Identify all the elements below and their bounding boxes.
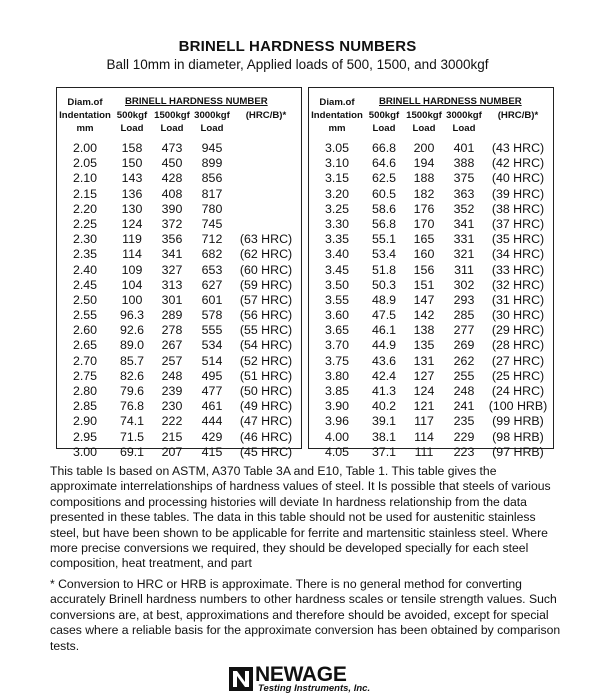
cell-hrc: (28 HRC) xyxy=(491,338,545,353)
cell-load-500: 44.9 xyxy=(371,338,397,353)
cell-load-1500: 390 xyxy=(161,201,183,216)
cell-load-3000: 241 xyxy=(453,399,475,414)
cell-load-3000: 899 xyxy=(201,156,223,171)
cell-load-1500: 114 xyxy=(414,429,434,444)
cell-load-1500: 257 xyxy=(161,353,183,368)
cell-load-1500: 239 xyxy=(161,384,183,398)
header-load-3000-line2: Load xyxy=(200,123,224,134)
cell-diameter: 3.05 xyxy=(324,141,350,155)
table-row xyxy=(57,141,301,156)
header-load-1500-line1: 1500kgf xyxy=(154,110,190,121)
cell-load-3000: 653 xyxy=(201,262,223,277)
table-row xyxy=(309,308,553,323)
header-diameter-line1: Diam.of xyxy=(319,97,355,108)
cell-load-500: 40.2 xyxy=(371,399,397,414)
table-row xyxy=(57,247,301,262)
cell-load-500: 136 xyxy=(121,186,143,201)
cell-hrc: (34 HRC) xyxy=(491,247,545,262)
cell-diameter: 3.45 xyxy=(324,262,350,277)
cell-load-1500: 176 xyxy=(413,201,435,216)
company-logo xyxy=(228,664,388,694)
cell-load-3000: 477 xyxy=(201,384,223,398)
cell-load-1500: 313 xyxy=(161,277,183,292)
table-row xyxy=(57,445,301,460)
cell-hrc: (56 HRC) xyxy=(239,308,293,323)
header-load-1500-line1: 1500kgf xyxy=(406,110,442,121)
cell-load-3000: 255 xyxy=(453,368,475,383)
table-row xyxy=(309,430,553,445)
table-row xyxy=(57,338,301,353)
cell-load-500: 79.6 xyxy=(119,384,145,398)
cell-hrc: (59 HRC) xyxy=(239,277,293,292)
cell-load-3000: 817 xyxy=(201,186,223,201)
cell-load-3000: 601 xyxy=(201,292,223,307)
header-diameter xyxy=(59,96,111,135)
cell-hrc: (40 HRC) xyxy=(491,171,545,186)
cell-diameter: 3.20 xyxy=(324,186,350,201)
cell-diameter: 2.40 xyxy=(72,262,98,277)
logo-name: NEWAGE xyxy=(255,663,347,686)
cell-load-1500: 194 xyxy=(413,156,435,171)
header-group-label: BRINELL HARDNESS NUMBER xyxy=(125,96,268,107)
cell-diameter: 3.15 xyxy=(324,171,350,186)
header-load-3000-line2: Load xyxy=(452,123,476,134)
cell-diameter: 3.60 xyxy=(324,308,350,323)
cell-load-3000: 444 xyxy=(201,414,223,429)
header-load-500 xyxy=(363,109,405,135)
table-row xyxy=(57,156,301,171)
cell-diameter: 2.15 xyxy=(72,186,98,201)
cell-diameter: 2.65 xyxy=(72,338,98,353)
cell-diameter: 3.35 xyxy=(324,232,350,247)
cell-load-3000: 302 xyxy=(453,277,475,292)
cell-load-500: 114 xyxy=(122,247,142,262)
cell-load-500: 60.5 xyxy=(371,186,397,201)
table-row xyxy=(57,354,301,369)
header-load-3000 xyxy=(443,109,485,135)
cell-load-3000: 514 xyxy=(201,353,223,368)
cell-diameter: 3.10 xyxy=(324,156,350,171)
cell-hrc: (46 HRC) xyxy=(239,429,293,444)
cell-hrc: (51 HRC) xyxy=(239,368,293,383)
cell-load-500: 55.1 xyxy=(371,232,397,247)
cell-load-3000: 682 xyxy=(201,247,223,262)
cell-load-1500: 408 xyxy=(161,186,183,201)
header-load-3000 xyxy=(191,109,233,135)
table-row xyxy=(309,171,553,186)
cell-load-500: 58.6 xyxy=(371,201,397,216)
cell-diameter: 2.20 xyxy=(72,201,98,216)
cell-load-3000: 277 xyxy=(453,323,475,338)
cell-load-3000: 375 xyxy=(453,171,475,186)
cell-load-500: 89.0 xyxy=(119,338,145,353)
cell-diameter: 3.00 xyxy=(72,444,98,459)
header-group-label: BRINELL HARDNESS NUMBER xyxy=(379,96,522,107)
cell-hrc: (97 HRB) xyxy=(492,444,544,459)
cell-load-500: 66.8 xyxy=(371,141,397,155)
cell-load-3000: 429 xyxy=(201,429,223,444)
cell-load-3000: 780 xyxy=(201,201,223,216)
cell-load-1500: 117 xyxy=(414,414,434,429)
cell-load-3000: 352 xyxy=(453,201,475,216)
cell-load-3000: 745 xyxy=(201,216,223,231)
table-row xyxy=(57,187,301,202)
cell-load-500: 76.8 xyxy=(119,399,145,414)
cell-hrc: (47 HRC) xyxy=(239,414,293,429)
cell-diameter: 2.05 xyxy=(72,156,98,171)
cell-load-1500: 165 xyxy=(413,232,435,247)
header-diameter-line3: mm xyxy=(76,123,94,134)
cell-diameter: 3.25 xyxy=(324,201,350,216)
cell-load-1500: 301 xyxy=(161,292,183,307)
cell-load-3000: 388 xyxy=(453,156,475,171)
hardness-table-left xyxy=(56,87,302,459)
cell-hrc: (52 HRC) xyxy=(239,353,293,368)
cell-load-500: 104 xyxy=(121,277,143,292)
cell-hrc: (39 HRC) xyxy=(491,186,545,201)
cell-diameter: 2.10 xyxy=(72,171,98,186)
table-row xyxy=(309,354,553,369)
cell-load-1500: 222 xyxy=(161,414,183,429)
cell-load-1500: 428 xyxy=(161,171,183,186)
table-row xyxy=(309,156,553,171)
cell-load-500: 71.5 xyxy=(119,429,145,444)
cell-hrc: (24 HRC) xyxy=(491,384,545,398)
table-row xyxy=(57,202,301,217)
cell-diameter: 3.50 xyxy=(324,277,350,292)
cell-load-500: 96.3 xyxy=(119,308,145,323)
cell-load-1500: 188 xyxy=(413,171,435,186)
cell-diameter: 3.70 xyxy=(324,338,350,353)
cell-hrc: (33 HRC) xyxy=(491,262,545,277)
cell-load-1500: 138 xyxy=(413,323,435,338)
cell-diameter: 2.95 xyxy=(72,429,98,444)
table-row xyxy=(309,399,553,414)
cell-load-500: 46.1 xyxy=(371,323,397,338)
cell-diameter: 2.00 xyxy=(72,141,98,155)
table-row xyxy=(57,369,301,384)
cell-hrc: (31 HRC) xyxy=(491,292,545,307)
table-row xyxy=(309,232,553,247)
cell-load-500: 43.6 xyxy=(371,353,397,368)
cell-load-1500: 135 xyxy=(413,338,435,353)
cell-hrc: (27 HRC) xyxy=(491,353,545,368)
header-load-1500 xyxy=(151,109,193,135)
cell-diameter: 2.90 xyxy=(72,414,98,429)
cell-load-3000: 856 xyxy=(201,171,223,186)
table-row xyxy=(309,369,553,384)
cell-load-500: 53.4 xyxy=(371,247,397,262)
table-rows-right xyxy=(309,141,553,460)
cell-load-3000: 945 xyxy=(201,141,223,155)
cell-load-500: 62.5 xyxy=(371,171,397,186)
table-row xyxy=(57,263,301,278)
cell-load-1500: 215 xyxy=(161,429,183,444)
cell-hrc: (99 HRB) xyxy=(492,414,544,429)
cell-diameter: 2.85 xyxy=(72,399,98,414)
cell-load-1500: 341 xyxy=(161,247,183,262)
cell-hrc: (45 HRC) xyxy=(239,444,293,459)
cell-load-1500: 473 xyxy=(161,141,183,155)
cell-load-3000: 229 xyxy=(453,429,475,444)
cell-load-3000: 235 xyxy=(453,414,475,429)
table-row xyxy=(309,445,553,460)
cell-load-3000: 223 xyxy=(453,444,475,459)
cell-load-3000: 415 xyxy=(201,444,223,459)
cell-load-1500: 327 xyxy=(161,262,183,277)
page-title: BRINELL HARDNESS NUMBERS xyxy=(178,38,417,55)
cell-hrc: (25 HRC) xyxy=(491,368,545,383)
cell-load-500: 42.4 xyxy=(371,368,397,383)
cell-load-1500: 156 xyxy=(413,262,435,277)
cell-hrc: (42 HRC) xyxy=(491,156,545,171)
cell-load-1500: 200 xyxy=(413,141,435,155)
cell-load-1500: 450 xyxy=(161,156,183,171)
cell-diameter: 3.80 xyxy=(324,368,350,383)
cell-diameter: 3.40 xyxy=(324,247,350,262)
cell-load-500: 100 xyxy=(121,292,143,307)
table-row xyxy=(309,247,553,262)
header-diameter-line2: Indentation xyxy=(311,110,363,121)
cell-load-3000: 363 xyxy=(453,186,475,201)
table-row xyxy=(57,171,301,186)
cell-hrc: (57 HRC) xyxy=(239,292,293,307)
footnote-paragraph: * Conversion to HRC or HRB is approximate. There is no general method for converting accurately Brinell hardness numbers to other hardness scales or tensile strength values. Such conversions are, at best, approximations and therefore should be avoided, except for special cases where a reliable basis for the approximate conversion has been obtained by comparison tests. xyxy=(50,577,561,653)
cell-load-3000: 248 xyxy=(453,384,475,398)
header-load-3000-line1: 3000kgf xyxy=(446,110,482,121)
header-diameter-line3: mm xyxy=(328,123,346,134)
logo-tagline: Testing Instruments, Inc. xyxy=(258,683,371,694)
cell-load-500: 48.9 xyxy=(371,292,397,307)
cell-load-3000: 578 xyxy=(201,308,223,323)
header-diameter-line1: Diam.of xyxy=(67,97,103,108)
cell-diameter: 4.00 xyxy=(324,429,350,444)
cell-diameter: 2.80 xyxy=(72,384,98,398)
table-row xyxy=(309,202,553,217)
table-rows-left xyxy=(57,141,301,460)
cell-load-1500: 267 xyxy=(161,338,183,353)
table-row xyxy=(57,232,301,247)
cell-diameter: 2.70 xyxy=(72,353,98,368)
cell-load-500: 38.1 xyxy=(371,429,397,444)
table-row xyxy=(57,323,301,338)
cell-hrc: (43 HRC) xyxy=(491,141,545,155)
cell-load-3000: 262 xyxy=(453,353,475,368)
cell-diameter: 3.90 xyxy=(324,399,350,414)
cell-load-3000: 495 xyxy=(201,368,223,383)
cell-load-500: 143 xyxy=(121,171,143,186)
cell-load-1500: 111 xyxy=(414,444,434,459)
cell-hrc: (55 HRC) xyxy=(239,323,293,338)
cell-load-3000: 285 xyxy=(453,308,475,323)
cell-diameter: 4.05 xyxy=(324,444,350,459)
cell-load-3000: 627 xyxy=(201,277,223,292)
cell-diameter: 2.50 xyxy=(72,292,98,307)
cell-diameter: 3.85 xyxy=(324,384,350,398)
cell-load-500: 124 xyxy=(121,216,143,231)
cell-diameter: 3.75 xyxy=(324,353,350,368)
cell-diameter: 2.55 xyxy=(72,308,98,323)
cell-hrc: (35 HRC) xyxy=(491,232,545,247)
cell-diameter: 2.25 xyxy=(72,216,98,231)
cell-hrc: (60 HRC) xyxy=(239,262,293,277)
table-row xyxy=(57,399,301,414)
header-hrc: (HRC/B)* xyxy=(245,110,287,121)
header-load-500-line2: Load xyxy=(372,123,396,134)
cell-load-3000: 712 xyxy=(201,232,223,247)
table-row xyxy=(57,217,301,232)
cell-load-1500: 230 xyxy=(161,399,183,414)
table-row xyxy=(309,187,553,202)
cell-diameter: 3.96 xyxy=(324,414,350,429)
cell-load-3000: 401 xyxy=(453,141,475,155)
table-row xyxy=(309,338,553,353)
header-diameter-line2: Indentation xyxy=(59,110,111,121)
header-load-1500-line2: Load xyxy=(412,123,436,134)
header-load-3000-line1: 3000kgf xyxy=(194,110,230,121)
cell-load-500: 109 xyxy=(121,262,143,277)
table-row xyxy=(309,217,553,232)
cell-load-500: 150 xyxy=(121,156,143,171)
note-paragraph: This table Is based on ASTM, A370 Table 3A and E10, Table 1. This table gives the approximate interrelationships of hardness values of steel. It Is possible that steels of various compositions and processing histories will deviate In hardness relationship from the data presented in these tables. The data in this table should not be used for austenitic stainless steel, but have been shown to be applicable for ferrite and martensitic stainless steel. Where more precise conversions we required, they should be developed specially for each steel composition, heat treatment, and part xyxy=(50,464,551,571)
cell-load-3000: 534 xyxy=(201,338,223,353)
cell-hrc: (32 HRC) xyxy=(491,277,545,292)
cell-load-500: 74.1 xyxy=(119,414,145,429)
cell-load-500: 39.1 xyxy=(371,414,397,429)
cell-load-500: 82.6 xyxy=(119,368,145,383)
cell-load-1500: 142 xyxy=(413,308,435,323)
table-row xyxy=(57,308,301,323)
cell-load-500: 47.5 xyxy=(371,308,397,323)
cell-load-1500: 278 xyxy=(161,323,183,338)
cell-hrc: (63 HRC) xyxy=(239,232,293,247)
cell-diameter: 2.75 xyxy=(72,368,98,383)
page-subtitle: Ball 10mm in diameter, Applied loads of 500, 1500, and 3000kgf xyxy=(106,57,489,72)
cell-load-1500: 151 xyxy=(413,277,435,292)
cell-hrc: (50 HRC) xyxy=(239,384,293,398)
cell-load-1500: 248 xyxy=(161,368,183,383)
cell-load-500: 119 xyxy=(122,232,142,247)
table-row xyxy=(309,141,553,156)
cell-hrc: (30 HRC) xyxy=(491,308,545,323)
cell-hrc: (54 HRC) xyxy=(239,338,293,353)
cell-load-1500: 356 xyxy=(161,232,183,247)
table-row xyxy=(309,414,553,429)
cell-hrc: (98 HRB) xyxy=(492,429,544,444)
header-load-1500 xyxy=(403,109,445,135)
cell-load-500: 64.6 xyxy=(371,156,397,171)
table-row xyxy=(57,430,301,445)
cell-load-500: 92.6 xyxy=(119,323,145,338)
cell-load-500: 56.8 xyxy=(371,216,397,231)
cell-load-3000: 269 xyxy=(453,338,475,353)
cell-load-1500: 372 xyxy=(161,216,183,231)
cell-load-500: 69.1 xyxy=(119,444,145,459)
cell-load-3000: 293 xyxy=(453,292,475,307)
table-row xyxy=(309,384,553,399)
cell-hrc: (100 HRB) xyxy=(488,399,548,414)
cell-load-500: 41.3 xyxy=(371,384,397,398)
newage-logo-icon xyxy=(228,666,254,692)
table-row xyxy=(309,278,553,293)
table-row xyxy=(309,263,553,278)
table-row xyxy=(57,384,301,399)
cell-load-500: 37.1 xyxy=(371,444,397,459)
cell-load-1500: 170 xyxy=(413,216,435,231)
cell-load-3000: 311 xyxy=(454,262,474,277)
cell-load-500: 50.3 xyxy=(371,277,397,292)
cell-load-3000: 341 xyxy=(453,216,475,231)
cell-load-3000: 461 xyxy=(201,399,223,414)
cell-diameter: 3.65 xyxy=(324,323,350,338)
cell-hrc: (29 HRC) xyxy=(491,323,545,338)
cell-hrc: (49 HRC) xyxy=(239,399,293,414)
cell-diameter: 3.30 xyxy=(324,216,350,231)
cell-load-1500: 160 xyxy=(413,247,435,262)
cell-load-1500: 289 xyxy=(161,308,183,323)
cell-load-3000: 321 xyxy=(453,247,475,262)
header-load-500-line1: 500kgf xyxy=(116,110,148,121)
header-hrc: (HRC/B)* xyxy=(497,110,539,121)
cell-diameter: 2.45 xyxy=(72,277,98,292)
cell-load-500: 85.7 xyxy=(119,353,145,368)
hardness-table-right xyxy=(308,87,554,459)
cell-load-1500: 147 xyxy=(413,292,435,307)
header-diameter xyxy=(311,96,363,135)
cell-load-500: 130 xyxy=(121,201,143,216)
table-row xyxy=(57,414,301,429)
cell-load-1500: 207 xyxy=(161,444,183,459)
header-load-500-line1: 500kgf xyxy=(368,110,400,121)
cell-load-500: 51.8 xyxy=(371,262,397,277)
cell-hrc: (37 HRC) xyxy=(491,216,545,231)
cell-load-3000: 331 xyxy=(453,232,475,247)
header-load-500-line2: Load xyxy=(120,123,144,134)
cell-load-1500: 127 xyxy=(413,368,435,383)
cell-diameter: 3.55 xyxy=(324,292,350,307)
cell-load-1500: 182 xyxy=(413,186,435,201)
header-load-1500-line2: Load xyxy=(160,123,184,134)
cell-load-3000: 555 xyxy=(201,323,223,338)
cell-hrc: (62 HRC) xyxy=(239,247,293,262)
table-row xyxy=(309,323,553,338)
cell-diameter: 2.35 xyxy=(72,247,98,262)
table-row xyxy=(57,293,301,308)
cell-diameter: 2.60 xyxy=(72,323,98,338)
header-load-500 xyxy=(111,109,153,135)
cell-load-1500: 124 xyxy=(413,384,435,398)
cell-diameter: 2.30 xyxy=(72,232,98,247)
table-row xyxy=(309,293,553,308)
cell-load-1500: 121 xyxy=(413,399,435,414)
cell-hrc: (38 HRC) xyxy=(491,201,545,216)
cell-load-1500: 131 xyxy=(413,353,435,368)
cell-load-500: 158 xyxy=(121,141,143,155)
table-row xyxy=(57,278,301,293)
